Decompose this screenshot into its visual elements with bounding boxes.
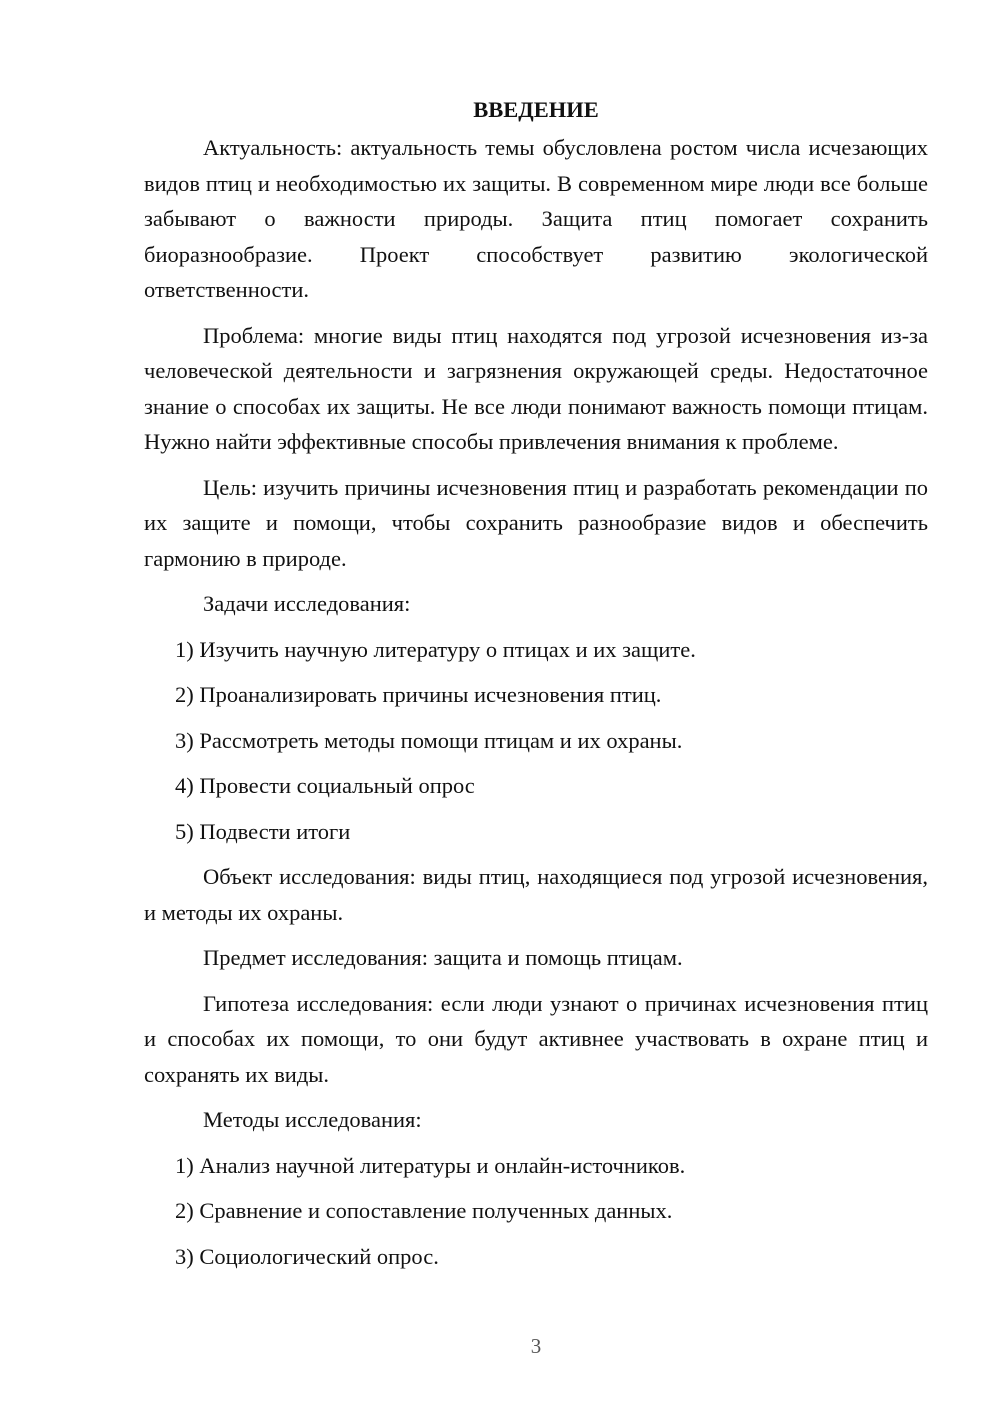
problem-paragraph: Проблема: многие виды птиц находятся под угрозой исчезновения из-за человеческой деятельности и загрязнения окружающей среды. Недостаточное знание о способах их защиты. Не все люди понимают важность помощи птицам. Нужно найти эффективные способы привлечения внимания к проблеме.	[144, 322, 928, 454]
object-paragraph: Объект исследования: виды птиц, находящиеся под угрозой исчезновения, и методы их охраны.	[144, 864, 928, 925]
page-content	[144, 92, 928, 1284]
subject-paragraph: Предмет исследования: защита и помощь птицам.	[203, 945, 683, 970]
goal-paragraph: Цель: изучить причины исчезновения птиц и разработать рекомендации по их защите и помощи, чтобы сохранить разнообразие видов и обеспечить гармонию в природе.	[144, 474, 928, 571]
method-item-2: 2) Сравнение и сопоставление полученных данных.	[175, 1198, 673, 1223]
task-item-4: 4) Провести социальный опрос	[175, 773, 475, 798]
method-item-3: 3) Социологический опрос.	[175, 1243, 439, 1269]
page-number: 3	[530, 1334, 542, 1358]
methods-label: Методы исследования:	[203, 1107, 422, 1132]
tasks-label: Задачи исследования:	[203, 591, 411, 616]
task-item-5: 5) Подвести итоги	[175, 818, 351, 844]
method-item-1: 1) Анализ научной литературы и онлайн-источников.	[175, 1152, 686, 1178]
hypothesis-paragraph: Гипотеза исследования: если люди узнают о причинах исчезновения птиц и способах их помощи, то они будут активнее участвовать в охране птиц и сохранять их виды.	[144, 990, 928, 1087]
relevance-paragraph: Актуальность: актуальность темы обусловлена ростом числа исчезающих видов птиц и необходимостью их защиты. В современном мире люди все больше забывают о важности природы. Защита птиц помогает сохранить биоразнообразие. Проект способствует развитию экологической ответственности.	[144, 135, 928, 302]
task-item-3: 3) Рассмотреть методы помощи птицам и их охраны.	[175, 727, 683, 753]
task-item-1: 1) Изучить научную литературу о птицах и их защите.	[175, 636, 696, 662]
task-item-2: 2) Проанализировать причины исчезновения птиц.	[175, 682, 662, 707]
section-title: ВВЕДЕНИЕ	[473, 97, 599, 122]
